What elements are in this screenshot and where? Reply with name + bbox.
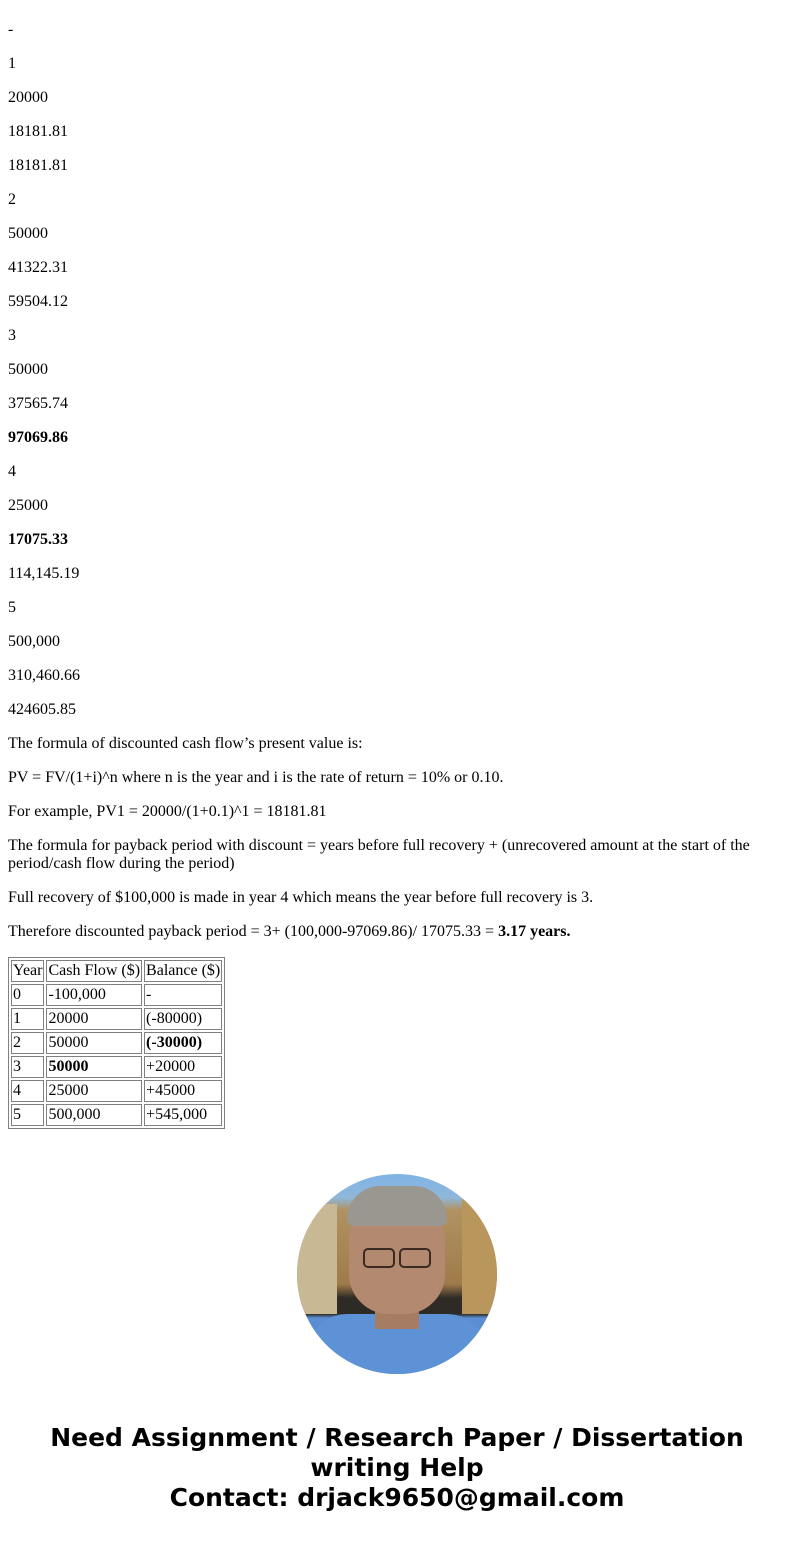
list-item: 37565.74 [8,395,68,412]
header-balance: Balance ($) [144,960,222,982]
avatar [297,1174,497,1374]
list-item-pv-year4: 17075.33 [8,531,68,548]
cell-cash-flow: 25000 [46,1080,142,1102]
list-item-cumulative-year3: 97069.86 [8,429,68,446]
list-item: 25000 [8,497,48,514]
list-item: 18181.81 [8,123,68,140]
conclusion-text: Therefore discounted payback period = 3+ (100,000-97069.86)/ 17075.33 = [8,923,499,940]
cell-balance: - [144,984,222,1006]
list-item: 41322.31 [8,259,68,276]
contact-banner [0,1423,794,1513]
list-item: 114,145.19 [8,565,80,582]
full-recovery-note: Full recovery of $100,000 is made in year 4 which means the year before full recovery is 3. [8,889,594,906]
table-row [11,1080,222,1102]
table-row [11,1008,222,1030]
banner-line-1: Need Assignment / Research Paper / Dissertation [50,1423,744,1452]
pv-formula: PV = FV/(1+i)^n where n is the year and i is the rate of return = 10% or 0.10. [8,769,504,786]
cell-cash-flow: 500,000 [46,1104,142,1126]
cell-year: 4 [11,1080,44,1102]
banner-contact: Contact: drjack9650@gmail.com [169,1483,625,1512]
cell-balance: +545,000 [144,1104,222,1126]
cell-year: 3 [11,1056,44,1078]
cell-year: 2 [11,1032,44,1054]
header-year: Year [11,960,44,982]
cell-cash-flow: -100,000 [46,984,142,1006]
list-item: 50000 [8,225,48,242]
values-list [8,21,786,719]
conclusion-result: 3.17 years. [498,923,571,940]
cell-balance: (-80000) [144,1008,222,1030]
list-item: - [8,21,14,38]
list-item: 18181.81 [8,157,68,174]
cell-balance: +20000 [144,1056,222,1078]
table-row [11,1032,222,1054]
glasses-icon [363,1248,431,1266]
list-item: 1 [8,55,16,72]
hair [347,1186,447,1226]
pv-example: For example, PV1 = 20000/(1+0.1)^1 = 18181.81 [8,803,327,820]
header-cash-flow: Cash Flow ($) [46,960,142,982]
list-item: 500,000 [8,633,60,650]
background-panel [462,1199,497,1314]
table-row [11,1056,222,1078]
list-item: 5 [8,599,16,616]
table-row [11,1104,222,1126]
list-item: 2 [8,191,16,208]
list-item: 3 [8,327,16,344]
formula-intro: The formula of discounted cash flow’s present value is: [8,735,363,752]
cell-year: 1 [11,1008,44,1030]
cell-balance: (-30000) [144,1032,222,1054]
list-item: 50000 [8,361,48,378]
cell-cash-flow: 50000 [46,1032,142,1054]
cell-year: 5 [11,1104,44,1126]
list-item: 424605.85 [8,701,76,718]
cash-flow-table [8,957,225,1129]
banner-line-2: writing Help [310,1453,484,1482]
cell-cash-flow: 20000 [46,1008,142,1030]
payback-formula: The formula for payback period with discount = years before full recovery + (unrecovered amount at the start of the period/cash flow during the period) [8,837,750,872]
conclusion [8,923,786,941]
document-body [0,21,794,1129]
list-item: 20000 [8,89,48,106]
list-item: 310,460.66 [8,667,80,684]
background-panel [297,1204,337,1314]
cell-cash-flow: 50000 [46,1056,142,1078]
list-item: 59504.12 [8,293,68,310]
cell-balance: +45000 [144,1080,222,1102]
list-item: 4 [8,463,16,480]
table-header-row [11,960,222,982]
cell-year: 0 [11,984,44,1006]
table-row [11,984,222,1006]
